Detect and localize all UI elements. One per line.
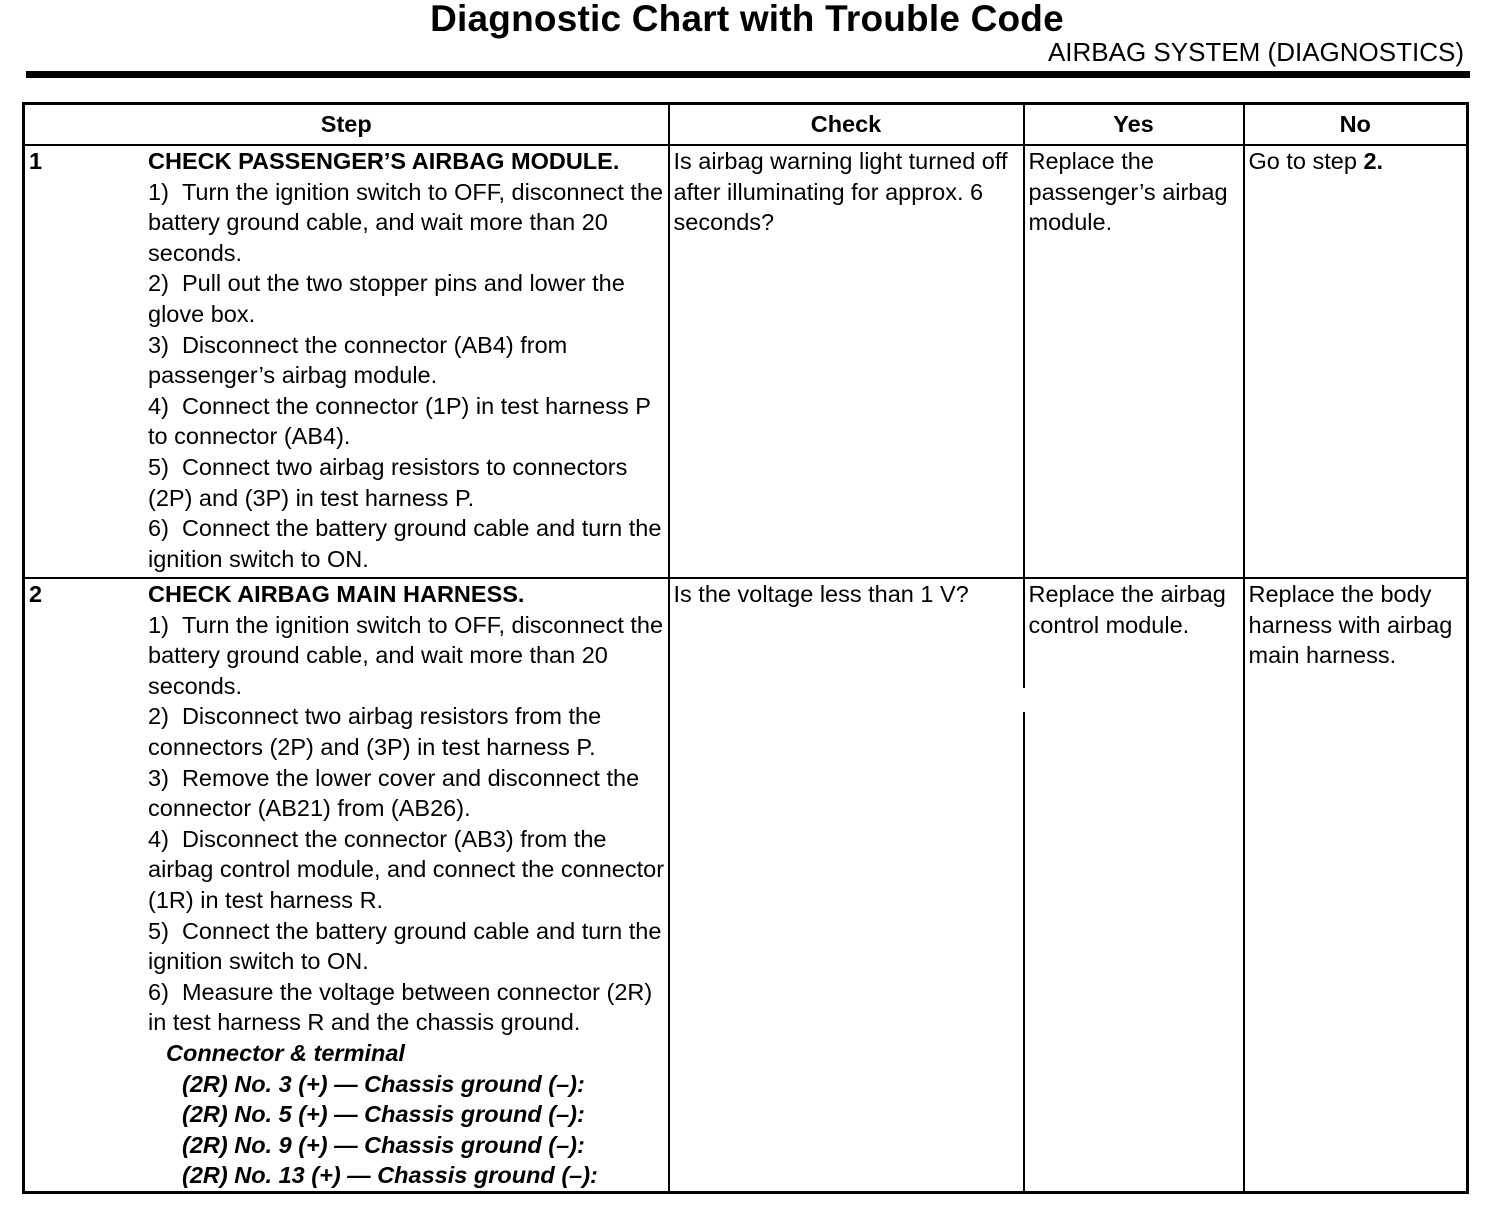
yes-cell: Replace the passenger’s airbag module. [1024,145,1244,578]
connector-line: (2R) No. 3 (+) — Chassis ground (–): [182,1070,585,1097]
step-number: 1 [29,148,43,174]
step-instruction: 4) Disconnect the connector (AB3) from the airbag control module, and connect the connector (1R) in test harness R. [148,825,665,913]
step-instruction: 1) Turn the ignition switch to OFF, disconnect the battery ground cable, and wait more than 20 seconds. [148,178,664,266]
diagnostic-table [22,102,1469,1194]
column-header-no: No [1244,104,1468,146]
step-instruction: 5) Connect the battery ground cable and turn the ignition switch to ON. [148,917,662,975]
header-rule [26,71,1470,78]
step-instruction: 4) Connect the connector (1P) in test harness P to connector (AB4). [148,392,651,450]
step-instruction: 3) Remove the lower cover and disconnect the connector (AB21) from (AB26). [148,764,640,822]
step-number: 2 [29,581,43,607]
go-to-step-link: 2. [1363,148,1384,174]
check-cell: Is airbag warning light turned off after illuminating for approx. 6 seconds? [669,145,1024,578]
connector-title: Connector & terminal [166,1039,405,1066]
step-instruction: 6) Measure the voltage between connector (2R) in test harness R and the chassis ground. [148,978,653,1036]
step-instruction: 6) Connect the battery ground cable and turn the ignition switch to ON. [148,515,662,572]
border-gap [1020,688,1026,712]
step-instruction: 2) Pull out the two stopper pins and lower the glove box. [148,270,625,327]
table-row [24,145,1468,578]
connector-line: (2R) No. 13 (+) — Chassis ground (–): [182,1162,598,1189]
column-header-yes: Yes [1024,104,1244,146]
no-text: Go to step [1248,148,1364,174]
table-row [24,578,1468,1192]
step-instruction: 5) Connect two airbag resistors to connectors (2P) and (3P) in test harness P. [148,453,628,511]
step-cell [24,145,669,578]
column-header-step: Step [24,104,669,146]
step-heading: CHECK PASSENGER’S AIRBAG MODULE. [148,148,620,174]
step-instruction: 2) Disconnect two airbag resistors from the connectors (2P) and (3P) in test harness P. [148,703,602,760]
step-instruction: 3) Disconnect the connector (AB4) from passenger’s airbag module. [148,331,568,389]
connector-line: (2R) No. 9 (+) — Chassis ground (–): [182,1131,585,1158]
no-cell: Replace the body harness with airbag main harness. [1244,578,1468,1192]
column-header-check: Check [669,104,1024,146]
connector-line: (2R) No. 5 (+) — Chassis ground (–): [182,1101,585,1128]
step-instruction: 1) Turn the ignition switch to OFF, disconnect the battery ground cable, and wait more than 20 seconds. [148,611,664,699]
section-subtitle: AIRBAG SYSTEM (DIAGNOSTICS) [1047,37,1464,67]
no-cell [1244,145,1468,578]
page-title: Diagnostic Chart with Trouble Code [430,0,1064,39]
step-cell [24,578,669,1192]
table-header-row [24,104,1468,146]
step-heading: CHECK AIRBAG MAIN HARNESS. [148,581,525,607]
check-cell: Is the voltage less than 1 V? [669,578,1024,1192]
yes-cell: Replace the airbag control module. [1024,578,1244,1192]
